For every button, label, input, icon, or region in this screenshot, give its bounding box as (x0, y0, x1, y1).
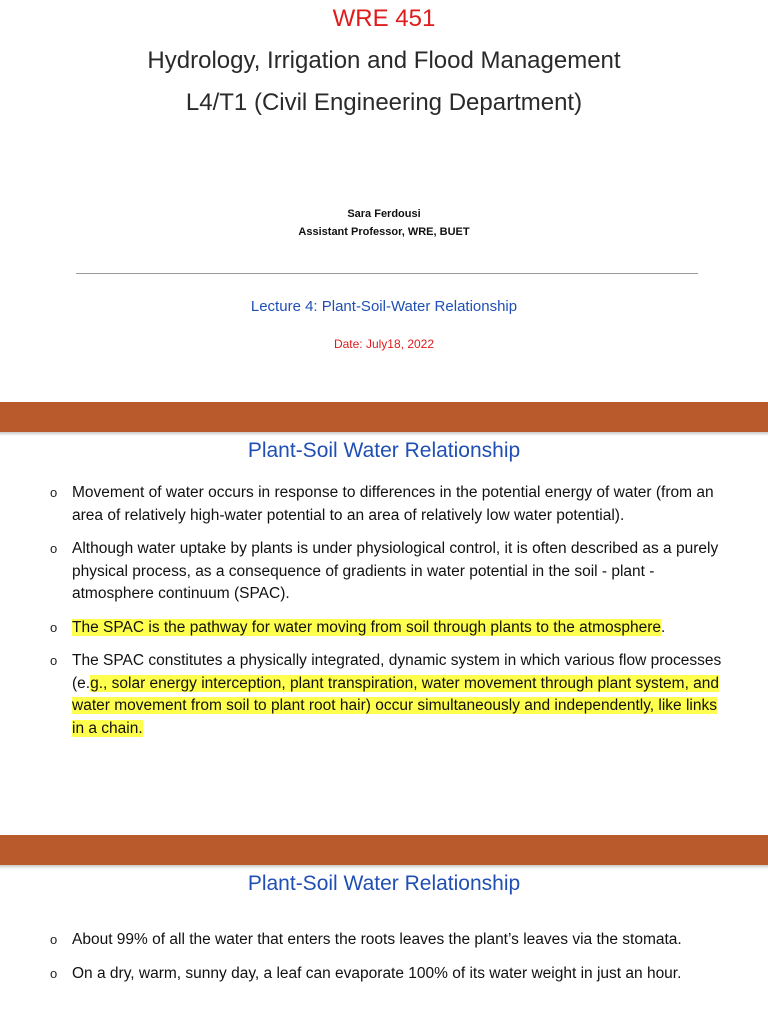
course-level: L4/T1 (Civil Engineering Department) (185, 89, 583, 116)
bullet-text: . (661, 618, 666, 636)
list-item (48, 482, 728, 527)
slide-heading: Plant-Soil Water Relationship (247, 439, 521, 462)
divider (76, 273, 698, 274)
bullet-text: Movement of water occurs in response to differences in the potential energy of water (from an area of relatively high-water potential to an area of relatively low water potential). (72, 484, 714, 524)
highlighted-text: The SPAC is the pathway for water moving from soil through plants to the atmosphere (72, 618, 661, 636)
highlighted-text: g., solar energy interception, plant transpiration, water movement through plant system, and water movement from soil to plant root hair) occur simultaneously and independently, like links in a chain. (72, 674, 720, 737)
bullet-marker: o (50, 932, 58, 947)
band-shadow (0, 432, 768, 436)
course-code: WRE 451 (332, 5, 436, 32)
author-name: Sara Ferdousi (347, 208, 421, 220)
lecture-title: Lecture 4: Plant-Soil-Water Relationship (250, 298, 518, 315)
bullet-marker: o (50, 619, 58, 635)
bullet-marker: o (50, 653, 58, 668)
bullet-list (48, 929, 728, 985)
title-slide (0, 0, 768, 400)
bullet-marker: o (50, 965, 58, 981)
list-item (48, 538, 728, 606)
slide-heading: Plant-Soil Water Relationship (247, 872, 521, 895)
author-role: Assistant Professor, WRE, BUET (298, 226, 470, 238)
list-item (48, 650, 728, 740)
bullet-text: The SPAC constitutes a physically integrated, dynamic system in which various flow processes (e. (72, 652, 722, 692)
bullet-text: On a dry, warm, sunny day, a leaf can evaporate 100% of its water weight in just an hour. (72, 964, 682, 982)
course-title: Hydrology, Irrigation and Flood Management (147, 47, 621, 74)
bullet-list (48, 482, 728, 740)
bullet-marker: o (50, 485, 58, 500)
slide-header-band (0, 402, 768, 432)
list-item (48, 929, 728, 952)
bullet-text: Although water uptake by plants is under physiological control, it is often described as a purely physical process, as a consequence of gradients in water potential in the soil - plant - atmosphere continuum (SPAC). (72, 540, 719, 602)
lecture-date: Date: July18, 2022 (333, 337, 435, 351)
band-shadow (0, 865, 768, 869)
bullet-text: About 99% of all the water that enters the roots leaves the plant’s leaves via the stomata. (72, 931, 682, 948)
bullet-marker: o (50, 541, 58, 556)
list-item (48, 963, 728, 986)
slide-header-band (0, 835, 768, 865)
list-item (48, 617, 728, 640)
